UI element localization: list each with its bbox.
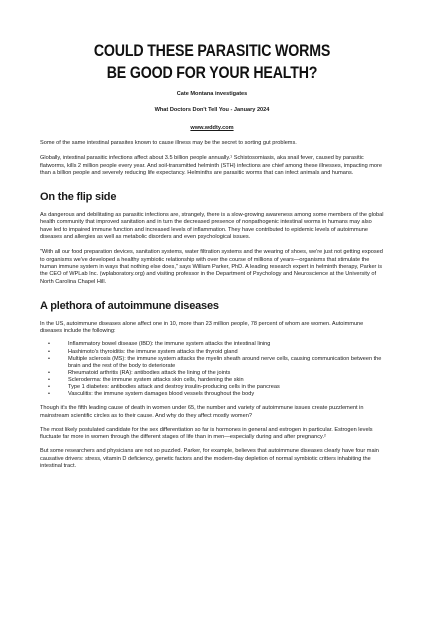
- list-item-text: Inflammatory bowel disease (IBD): the immune system attacks the intestinal lining: [68, 341, 271, 348]
- flip-side-paragraph-1: As dangerous and debilitating as parasitic infections are, strangely, there is a slow-growing awareness among some members of the global health community that improved sanitation and in turn the decreased presence of nonpathogenic intestinal worms in humans may also have led to impaired immune function and increased levels of inflammation. They have contributed to epidemic levels of autoimmune diseases and allergies as well as metabolic disorders and even psychological issues.: [40, 212, 384, 241]
- wplaboratory-link[interactable]: wplaboratory.org: [101, 271, 143, 278]
- bullet: •: [48, 369, 50, 376]
- list-item: [48, 391, 384, 398]
- autoimmune-disease-list: [40, 341, 384, 398]
- autoimmune-paragraph-4: But some researchers and physicians are not so puzzled. Parker, for example, believes that autoimmune diseases clearly have four main causative drivers: stress, vitamin D deficiency, genetic factors and the modern-day depletion of normal symbiotic critters inhabiting the intestinal tract.: [40, 448, 379, 469]
- bullet: •: [48, 391, 50, 398]
- quote-text-end: ) and visiting professor in the Department of Psychology and Neuroscience at the University of North Carolina Chapel Hill.: [40, 271, 377, 285]
- source-url-link[interactable]: www.wddty.com: [190, 125, 234, 131]
- list-item-text: Multiple sclerosis (MS): the immune system attacks the myelin sheath around nerve cells, causing communication between the brain and the rest of the body to deteriorate: [68, 355, 382, 369]
- list-item: [48, 356, 384, 370]
- section-heading-flip-side: On the flip side: [40, 191, 117, 204]
- list-item: [48, 349, 384, 356]
- autoimmune-paragraph-3: The most likely postulated candidate for the sex differentiation so far is hormones in general and estrogen in particular. Estrogen levels fluctuate far more in women through the different stages of life than in men—especially during and after pregnancy.²: [40, 426, 373, 441]
- list-item: [48, 370, 384, 377]
- document-page: [0, 40, 424, 640]
- list-item: [48, 377, 384, 384]
- article-title: [64, 40, 360, 84]
- list-item-text: Vasculitis: the immune system damages blood vessels throughout the body: [68, 391, 255, 398]
- autoimmune-paragraph-1: In the US, autoimmune diseases alone affect one in 10, more than 23 million people, 78 percent of whom are women. Autoimmune diseases include the following:: [40, 320, 364, 335]
- bullet: •: [48, 384, 50, 391]
- bullet: •: [48, 355, 50, 362]
- title-line-2: BE GOOD FOR YOUR HEALTH?: [106, 64, 318, 82]
- list-item-text: Hashimoto's thyroiditis: the immune system attacks the thyroid gland: [68, 348, 238, 355]
- autoimmune-paragraph-2: Though it's the fifth leading cause of death in women under 65, the number and variety of autoimmune issues create puzzlement in mainstream scientific circles as to their cause. And why do they affect mostly women?: [40, 405, 364, 419]
- flip-side-paragraph-2: [40, 249, 384, 285]
- quote-text: "With all our food preparation devices, sanitation systems, water filtration systems and the wearing of shoes, we're just not getting exposed to organisms we've developed a healthy symbiotic relationship with over the course of millions of years—organisms that stimulate the human immune system in ways that nothing else does," says William Parker, PhD. A leading research expert in helminth therapy, Parker is the CEO of WPLab Inc. (: [40, 249, 383, 278]
- bullet: •: [48, 348, 50, 355]
- list-item-text: Rheumatoid arthritis (RA): antibodies attack the lining of the joints: [68, 369, 231, 376]
- title-line-1: COULD THESE PARASITIC WORMS: [93, 42, 331, 60]
- lead-paragraph: Some of the same intestinal parasites known to cause illness may be the secret to sorting gut problems.: [40, 140, 297, 146]
- byline: Cate Montana investigates: [176, 91, 248, 97]
- bullet: •: [48, 341, 50, 348]
- section-heading-autoimmune: A plethora of autoimmune diseases: [40, 299, 219, 312]
- list-item: [48, 384, 384, 391]
- list-item-text: Type 1 diabetes: antibodies attack and destroy insulin-producing cells in the pancreas: [68, 384, 280, 391]
- source-line: What Doctors Don't Tell You - January 2024: [154, 107, 270, 113]
- bullet: •: [48, 376, 50, 383]
- list-item: [48, 341, 384, 348]
- list-item-text: Scleroderma: the immune system attacks skin cells, hardening the skin: [68, 376, 244, 383]
- intro-paragraph: Globally, intestinal parasitic infections affect about 3.5 billion people annually.¹ Schistosomiasis, aka snail fever, caused by parasitic flatworms, kills 2 million people every year. And soil-transmitted helminth (STH) infections are chief among these illnesses, impacting more than a billion people and severely reducing life expectancy. Helminths are parasitic worms that can infect animals and humans.: [40, 155, 382, 176]
